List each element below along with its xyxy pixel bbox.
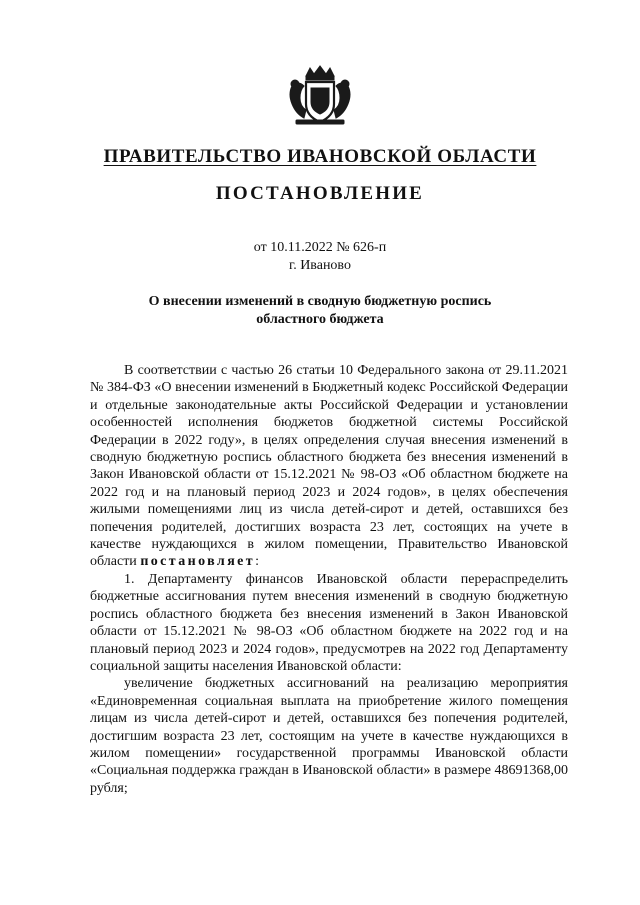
document-title	[110, 293, 530, 329]
organization-name: ПРАВИТЕЛЬСТВО ИВАНОВСКОЙ ОБЛАСТИ	[103, 146, 537, 167]
title-line-2: областного бюджета	[256, 312, 384, 327]
coat-of-arms-icon	[286, 64, 354, 128]
preamble-text: В соответствии с частью 26 статьи 10 Федерального закона от 29.11.2021 № 384-ФЗ «О внесении изменений в Бюджетный кодекс Российской Федерации и отдельные законодательные акты Российской Федерации и установлении особенностей исполнения бюджетов бюджетной системы Российской Федерации в 2022 году», в целях определения случая внесения изменений в сводную бюджетную роспись областного бюджета без внесения изменений в Закон Ивановской области от 15.12.2021 № 98-ОЗ «Об областном бюджете на 2022 год и на плановый период 2023 и 2024 годов», в целях обеспечения жилыми помещениями лиц из числа детей-сирот и детей, оставшихся без попечения родителей, достигших возраста 23 лет, состоящих на учете в качестве нуждающихся в жилом помещении, Правительство Ивановской области	[90, 363, 568, 570]
city: г. Иваново	[289, 258, 351, 273]
preamble-end: :	[255, 554, 259, 570]
resolves-word: постановляет	[140, 554, 256, 570]
document-body	[90, 362, 568, 797]
title-line-1: О внесении изменений в сводную бюджетную роспись	[148, 294, 492, 309]
paragraph-preamble	[90, 362, 568, 571]
date-number: от 10.11.2022 № 626-п	[253, 240, 387, 255]
paragraph-item-1: 1. Департаменту финансов Ивановской области перераспределить бюджетные ассигнования путем внесения изменений в сводную бюджетную роспись областного бюджета без внесения изменений в Закон Ивановской области от 15.12.2021 № 98-ОЗ «Об областном бюджете на 2022 год и на плановый период 2023 и 2024 годов», предусмотрев на 2022 год Департаменту социальной защиты населения Ивановской области:	[90, 571, 568, 674]
paragraph-allocation: увеличение бюджетных ассигнований на реализацию мероприятия «Единовременная социальная выплата на приобретение жилого помещения лицам из числа детей-сирот и детей, оставшихся без попечения родителей, достигшим возраста 23 лет, состоящим на учете в качестве нуждающихся в жилом помещении» государственной программы Ивановской области «Социальная поддержка граждан в Ивановской области» в размере 48691368,00 рубля;	[90, 676, 568, 796]
document-type: ПОСТАНОВЛЕНИЕ	[215, 183, 425, 204]
